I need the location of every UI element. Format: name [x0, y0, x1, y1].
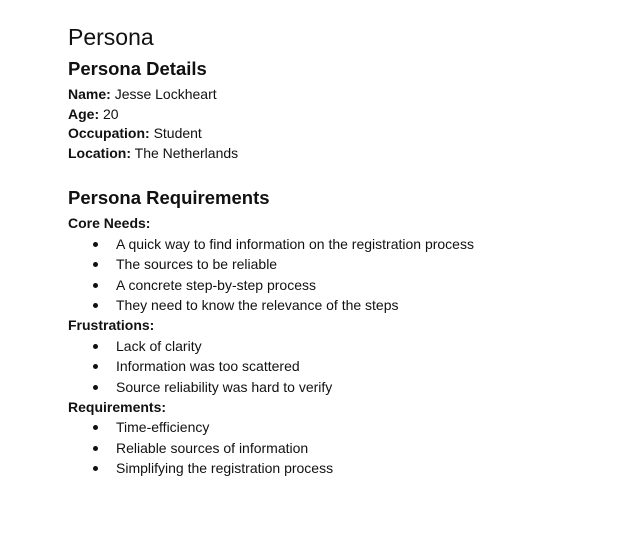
list-item	[68, 377, 629, 397]
requirements-label: Requirements:	[68, 399, 167, 416]
persona-details	[68, 85, 629, 163]
list-item-text: Lack of clarity	[116, 337, 202, 354]
list-item	[68, 295, 629, 315]
list-item-text: Simplifying the registration process	[116, 460, 334, 477]
detail-location-value: The Netherlands	[134, 144, 239, 161]
bullet-icon	[93, 385, 98, 390]
bullet-icon	[93, 466, 98, 471]
list-item-text: Source reliability was hard to verify	[116, 378, 333, 395]
detail-name	[68, 85, 629, 105]
bullet-icon	[93, 283, 98, 288]
list-item-text: Reliable sources of information	[116, 439, 309, 456]
list-item	[68, 417, 629, 437]
core-needs-list	[68, 234, 629, 316]
frustrations-group	[68, 315, 629, 397]
list-item	[68, 275, 629, 295]
list-item-text: Information was too scattered	[116, 358, 300, 375]
detail-name-label: Name:	[68, 86, 111, 102]
frustrations-list	[68, 336, 629, 397]
detail-age	[68, 105, 629, 125]
bullet-icon	[93, 364, 98, 369]
bullet-icon	[93, 425, 98, 430]
requirements-group	[68, 397, 629, 479]
detail-location	[68, 144, 629, 164]
bullet-icon	[93, 242, 98, 247]
core-needs-label: Core Needs:	[68, 215, 151, 232]
list-item-text: Time-efficiency	[116, 419, 210, 436]
persona-requirements-heading: Persona Requirements	[68, 187, 270, 209]
detail-location-label: Location:	[68, 144, 131, 161]
detail-age-label: Age:	[68, 105, 100, 122]
list-item-text: A quick way to find information on the registration process	[116, 235, 474, 252]
list-item-text: The sources to be reliable	[116, 256, 278, 273]
list-item	[68, 438, 629, 458]
bullet-icon	[93, 446, 98, 451]
bullet-icon	[93, 344, 98, 349]
detail-name-value: Jesse Lockheart	[114, 86, 217, 102]
core-needs-group	[68, 213, 629, 315]
frustrations-label: Frustrations:	[68, 317, 155, 334]
bullet-icon	[93, 262, 98, 267]
list-item	[68, 234, 629, 254]
list-item	[68, 458, 629, 478]
list-item	[68, 336, 629, 356]
detail-occupation	[68, 124, 629, 144]
list-item-text: They need to know the relevance of the steps	[116, 297, 399, 313]
document-title: Persona	[68, 24, 154, 50]
detail-age-value: 20	[103, 105, 119, 122]
list-item	[68, 254, 629, 274]
detail-occupation-label: Occupation:	[68, 125, 150, 142]
list-item-text: A concrete step-by-step process	[116, 276, 316, 293]
list-item	[68, 356, 629, 376]
detail-occupation-value: Student	[153, 125, 202, 142]
bullet-icon	[93, 303, 98, 308]
persona-details-heading: Persona Details	[68, 58, 207, 79]
requirements-list	[68, 417, 629, 478]
